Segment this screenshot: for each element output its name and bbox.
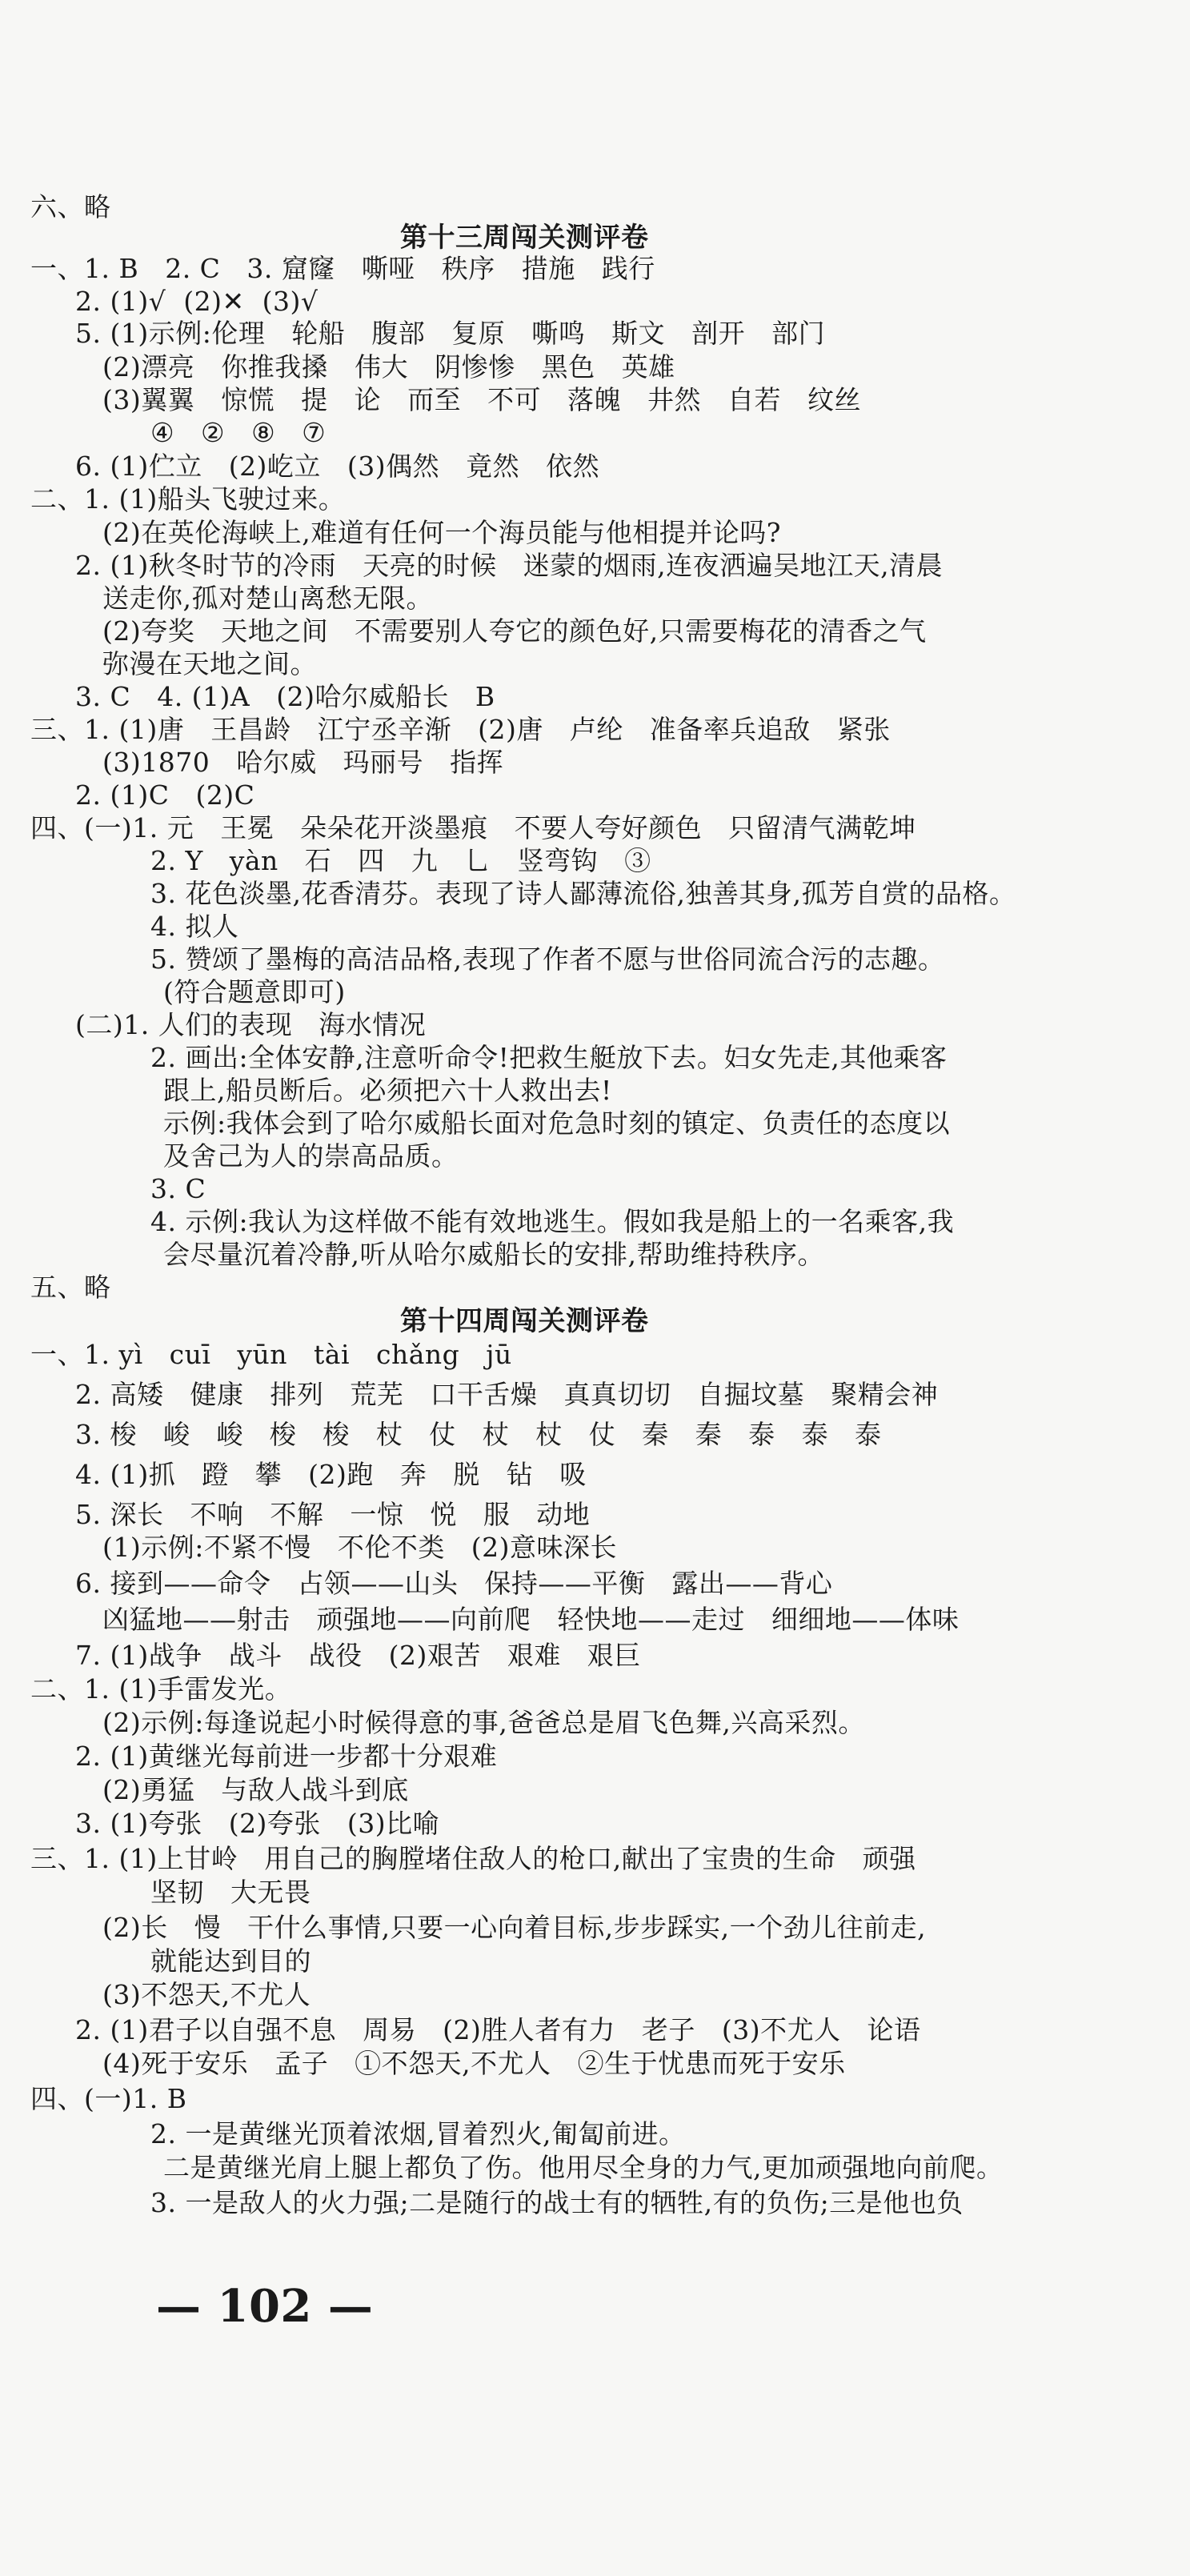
- answer-line: 6. 接到——命令 占领——山头 保持——平衡 露出——背心: [75, 1568, 833, 1599]
- answer-line: (2)长 慢 干什么事情,只要一心向着目标,步步踩实,一个劲儿往前走,: [102, 1912, 927, 1943]
- answer-line: 五、略: [30, 1272, 111, 1303]
- answer-line: 2. (1)C (2)C: [75, 779, 255, 811]
- answer-line: (2)漂亮 你推我搡 伟大 阴惨惨 黑色 英雄: [102, 351, 675, 383]
- answer-line: 2. (1)黄继光每前进一步都十分艰难: [75, 1741, 498, 1772]
- section-title: 第十四周闯关测评卷: [400, 1305, 649, 1337]
- answer-line: 3. C 4. (1)A (2)哈尔威船长 B: [75, 681, 495, 712]
- answer-line: 一、1. yì cuī yūn tài chǎng jū: [30, 1339, 512, 1370]
- answer-line: 5. 赞颂了墨梅的高洁品格,表现了作者不愿与世俗同流合污的志趣。: [150, 943, 945, 975]
- answer-line: (4)死于安乐 孟子 ①不怨天,不尤人 ②生于忧患而死于安乐: [102, 2048, 846, 2079]
- answer-line: 2. 一是黄继光顶着浓烟,冒着烈火,匍匐前进。: [150, 2118, 686, 2149]
- answer-line: ④ ② ⑧ ⑦: [150, 417, 327, 448]
- answer-line: 3. (1)夸张 (2)夸张 (3)比喻: [75, 1808, 440, 1839]
- answer-line: 二、1. (1)手雷发光。: [30, 1673, 292, 1705]
- answer-line: 2. (1)√ (2)✕ (3)√: [75, 286, 319, 317]
- answer-line: 二、1. (1)船头飞驶过来。: [30, 483, 346, 515]
- answer-line: 跟上,船员断后。必须把六十人救出去!: [163, 1075, 612, 1106]
- answer-line: 六、略: [30, 191, 111, 222]
- answer-line: 2. 画出:全体安静,注意听命令!把救生艇放下去。妇女先走,其他乘客: [150, 1042, 948, 1073]
- page-number: — 102 —: [156, 2280, 374, 2333]
- answer-line: (二)1. 人们的表现 海水情况: [75, 1009, 427, 1040]
- answer-line: 2. 高矮 健康 排列 荒芜 口干舌燥 真真切切 自掘坟墓 聚精会神: [75, 1379, 939, 1410]
- answer-line: (符合题意即可): [163, 976, 346, 1008]
- answer-line: 送走你,孤对楚山离愁无限。: [102, 583, 433, 614]
- answer-line: 一、1. B 2. C 3. 窟窿 嘶哑 秩序 措施 践行: [30, 253, 655, 284]
- answer-line: (1)示例:不紧不慢 不伦不类 (2)意味深长: [102, 1532, 618, 1563]
- answer-line: 4. 拟人: [150, 911, 239, 942]
- answer-line: 4. (1)抓 蹬 攀 (2)跑 奔 脱 钻 吸: [75, 1459, 587, 1490]
- answer-line: 3. 梭 峻 峻 梭 梭 杖 仗 杖 杖 仗 秦 秦 泰 泰 泰: [75, 1419, 882, 1450]
- answer-line: 5. (1)示例:伦理 轮船 腹部 复原 嘶鸣 斯文 剖开 部门: [75, 318, 826, 349]
- answer-line: 2. Y yàn 石 四 九 乚 竖弯钩 ③: [150, 845, 651, 876]
- section-title: 第十三周闯关测评卷: [400, 222, 649, 254]
- answer-line: 就能达到目的: [150, 1945, 311, 1977]
- answer-line: 四、(一)1. 元 王冕 朵朵花开淡墨痕 不要人夸好颜色 只留清气满乾坤: [30, 812, 916, 843]
- answer-line: 二是黄继光肩上腿上都负了伤。他用尽全身的力气,更加顽强地向前爬。: [163, 2152, 1004, 2183]
- answer-line: 7. (1)战争 战斗 战役 (2)艰苦 艰难 艰巨: [75, 1640, 641, 1671]
- answer-line: 3. 花色淡墨,花香清芬。表现了诗人鄙薄流俗,独善其身,孤芳自赏的品格。: [150, 878, 1016, 909]
- answer-line: (2)在英伦海峡上,难道有任何一个海员能与他相提并论吗?: [102, 517, 781, 548]
- answer-line: (2)示例:每逢说起小时候得意的事,爸爸总是眉飞色舞,兴高采烈。: [102, 1707, 865, 1738]
- answer-line: 3. 一是敌人的火力强;二是随行的战士有的牺牲,有的负伤;三是他也负: [150, 2187, 964, 2218]
- answer-line: 示例:我体会到了哈尔威船长面对危急时刻的镇定、负责任的态度以: [163, 1108, 951, 1139]
- answer-line: 5. 深长 不响 不解 一惊 悦 服 动地: [75, 1499, 591, 1530]
- answer-line: (3)1870 哈尔威 玛丽号 指挥: [102, 747, 504, 778]
- answer-line: 会尽量沉着冷静,听从哈尔威船长的安排,帮助维持秩序。: [163, 1239, 824, 1270]
- answer-line: 及舍己为人的崇高品质。: [163, 1140, 459, 1172]
- answer-line: 凶猛地——射击 顽强地——向前爬 轻快地——走过 细细地——体味: [102, 1604, 960, 1635]
- answer-line: 坚韧 大无畏: [150, 1877, 311, 1908]
- answer-line: 三、1. (1)上甘岭 用自己的胸膛堵住敌人的枪口,献出了宝贵的生命 顽强: [30, 1843, 916, 1874]
- answer-line: 2. (1)秋冬时节的冷雨 天亮的时候 迷蒙的烟雨,连夜洒遍吴地江天,清晨: [75, 550, 944, 581]
- answer-line: 2. (1)君子以自强不息 周易 (2)胜人者有力 老子 (3)不尤人 论语: [75, 2014, 921, 2045]
- answer-line: 3. C: [150, 1173, 206, 1204]
- answer-line: (3)翼翼 惊慌 提 论 而至 不可 落魄 井然 自若 纹丝: [102, 384, 861, 415]
- answer-line: 四、(一)1. B: [30, 2083, 187, 2114]
- answer-line: 6. (1)伫立 (2)屹立 (3)偶然 竟然 依然: [75, 451, 600, 482]
- answer-line: (2)夸奖 天地之间 不需要别人夸它的颜色好,只需要梅花的清香之气: [102, 615, 927, 647]
- answer-line: 弥漫在天地之间。: [102, 648, 317, 679]
- answer-line: (3)不怨天,不尤人: [102, 1979, 311, 2010]
- answer-line: 三、1. (1)唐 王昌龄 江宁丞辛渐 (2)唐 卢纶 准备率兵追敌 紧张: [30, 714, 891, 745]
- answer-line: 4. 示例:我认为这样做不能有效地逃生。假如我是船上的一名乘客,我: [150, 1206, 955, 1237]
- answer-line: (2)勇猛 与敌人战斗到底: [102, 1774, 409, 1805]
